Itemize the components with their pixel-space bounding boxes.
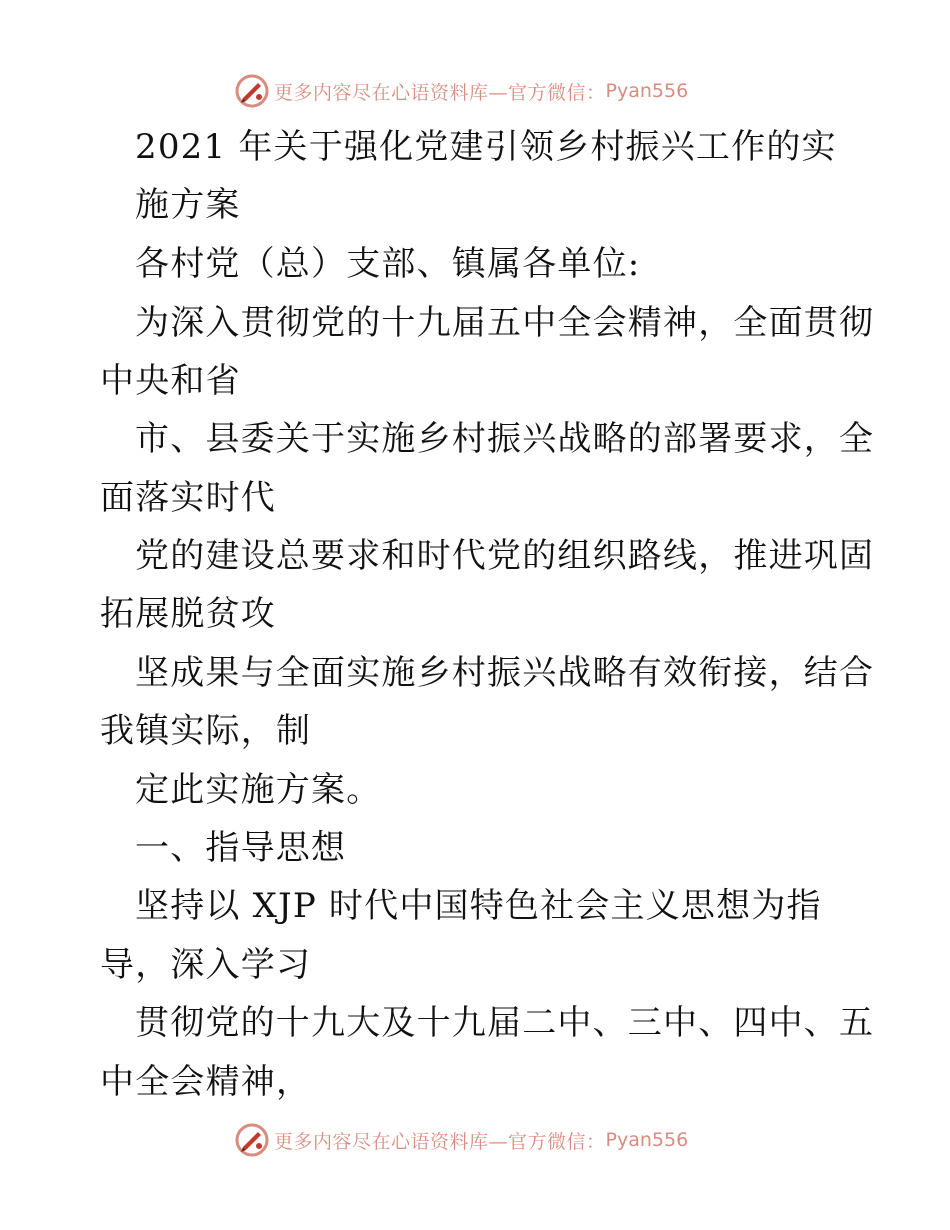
watermark-banner-bottom xyxy=(234,1120,688,1160)
watermark-id: Pyan556 xyxy=(605,1129,689,1151)
body-line: 定此实施方案。 xyxy=(135,770,382,810)
watermark-id: Pyan556 xyxy=(605,80,689,102)
body-line: 面落实时代 xyxy=(100,478,276,518)
pen-logo-icon xyxy=(234,1122,270,1158)
body-line: 中全会精神， xyxy=(100,1062,312,1102)
watermark-text: 更多内容尽在心语资料库—官方微信： xyxy=(274,81,606,104)
body-line: 我镇实际，制 xyxy=(100,711,312,751)
watermark-banner-top xyxy=(234,71,688,111)
body-line: 坚持以 XJP 时代中国特色社会主义思想为指 xyxy=(135,886,822,926)
body-line: 贯彻党的十九大及十九届二中、三中、四中、五 xyxy=(135,1003,875,1043)
body-line: 党的建设总要求和时代党的组织路线，推进巩固 xyxy=(135,536,875,576)
doc-title-line-1: 2021 年关于强化党建引领乡村振兴工作的实 xyxy=(135,127,837,167)
pen-logo-icon xyxy=(234,73,270,109)
body-line: 市、县委关于实施乡村振兴战略的部署要求，全 xyxy=(135,419,875,459)
watermark-text: 更多内容尽在心语资料库—官方微信： xyxy=(274,1130,606,1153)
salutation: 各村党（总）支部、镇属各单位: xyxy=(135,244,641,284)
body-line: 中央和省 xyxy=(100,361,241,401)
section-heading: 一、指导思想 xyxy=(135,828,347,868)
doc-title-line-2: 施方案 xyxy=(135,185,241,225)
body-line: 拓展脱贫攻 xyxy=(100,594,276,634)
body-line: 导，深入学习 xyxy=(100,945,312,985)
body-line: 坚成果与全面实施乡村振兴战略有效衔接，结合 xyxy=(135,653,875,693)
body-line: 为深入贯彻党的十九届五中全会精神，全面贯彻 xyxy=(135,303,875,343)
